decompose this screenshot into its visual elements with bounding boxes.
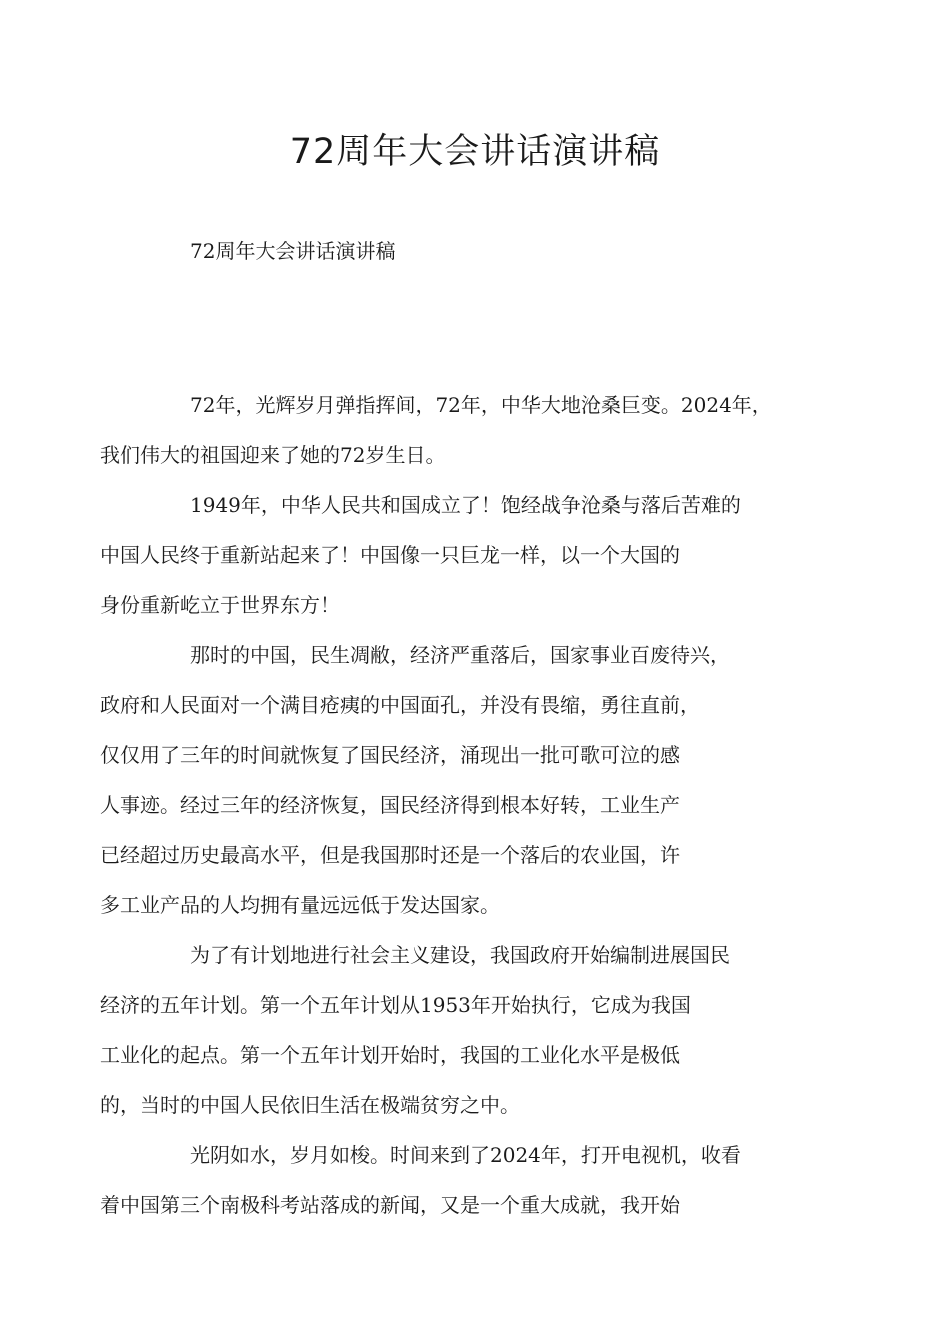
text-line: 中国人民终于重新站起来了！中国像一只巨龙一样，以一个大国的	[100, 543, 680, 567]
paragraph-5	[100, 1130, 825, 1230]
text-line: 72年，光辉岁月弹指挥间，72年，中华大地沧桑巨变。2024年，	[190, 393, 772, 417]
text-line: 人事迹。经过三年的经济恢复，国民经济得到根本好转，工业生产	[100, 793, 680, 817]
text-line: 光阴如水，岁月如梭。时间来到了2024年，打开电视机，收看	[190, 1143, 741, 1167]
text-line: 经济的五年计划。第一个五年计划从1953年开始执行，它成为我国	[100, 993, 691, 1017]
text-line: 我们伟大的祖国迎来了她的72岁生日。	[100, 443, 446, 467]
text-line: 已经超过历史最高水平，但是我国那时还是一个落后的农业国，许	[100, 843, 680, 867]
text-line: 着中国第三个南极科考站落成的新闻，又是一个重大成就，我开始	[100, 1193, 680, 1217]
text-line: 那时的中国，民生凋敝，经济严重落后，国家事业百废待兴，	[190, 643, 730, 667]
text-line: 仅仅用了三年的时间就恢复了国民经济，涌现出一批可歌可泣的感	[100, 743, 680, 767]
text-line: 为了有计划地进行社会主义建设，我国政府开始编制进展国民	[190, 943, 730, 967]
text-line: 政府和人民面对一个满目疮痍的中国面孔，并没有畏缩，勇往直前，	[100, 693, 700, 717]
paragraph-1	[100, 380, 825, 480]
document-body	[100, 380, 825, 1230]
paragraph-4	[100, 930, 825, 1130]
text-line: 工业化的起点。第一个五年计划开始时，我国的工业化水平是极低	[100, 1043, 680, 1067]
paragraph-3	[100, 630, 825, 930]
text-line: 身份重新屹立于世界东方！	[100, 593, 340, 617]
text-line: 1949年，中华人民共和国成立了！饱经战争沧桑与落后苦难的	[190, 493, 741, 517]
document-title: 72周年大会讲话演讲稿	[289, 132, 661, 172]
text-line: 的，当时的中国人民依旧生活在极端贫穷之中。	[100, 1093, 520, 1117]
paragraph-2	[100, 480, 825, 630]
text-line: 多工业产品的人均拥有量远远低于发达国家。	[100, 893, 500, 917]
document-subtitle: 72周年大会讲话演讲稿	[190, 239, 396, 263]
